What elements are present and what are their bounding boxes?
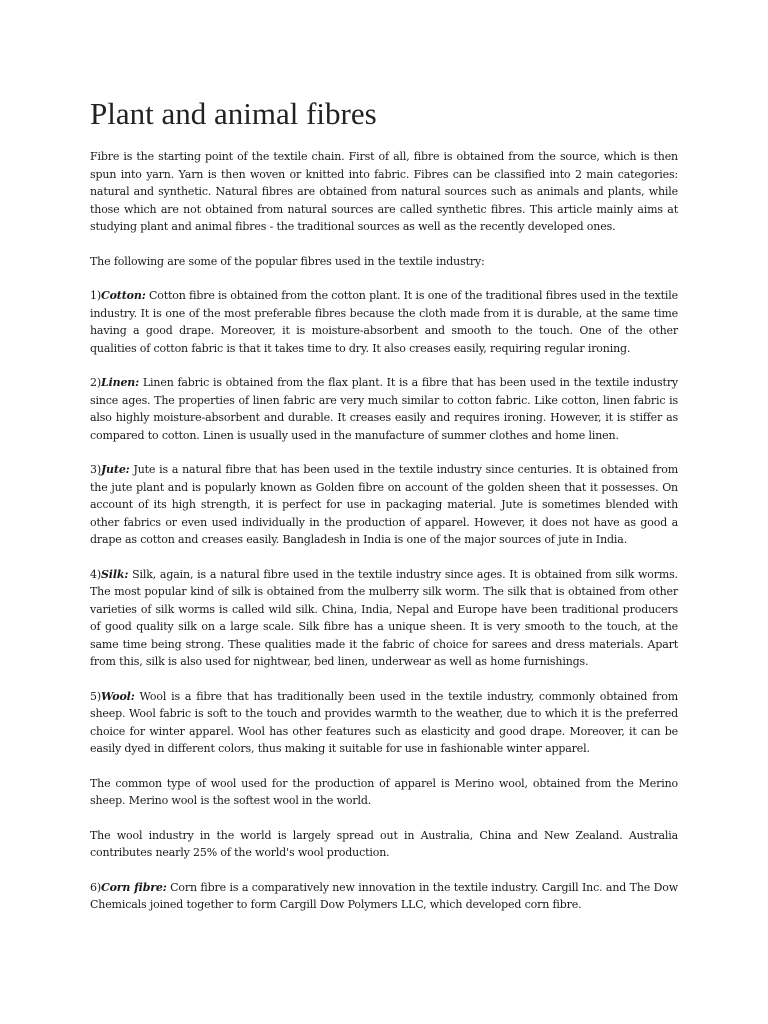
corn-text: Corn fibre is a comparatively new innovation in the textile industry. Cargill Inc. and The Dow Chemicals joined together to form Cargill Dow Polymers LLC, which developed corn fibre. — [90, 880, 678, 911]
cotton-term: Cotton: — [101, 289, 146, 302]
corn-number: 6) — [90, 880, 101, 894]
wool-industry-paragraph: The wool industry in the world is largely spread out in Australia, China and New Zealand. Australia contributes nearly 25% of the world's wool production. — [90, 828, 678, 859]
merino-paragraph: The common type of wool used for the production of apparel is Merino wool, obtained from the Merino sheep. Merino wool is the softest wool in the world. — [90, 776, 678, 807]
wool-number: 5) — [90, 689, 101, 703]
jute-number: 3) — [90, 463, 101, 476]
cotton-number: 1) — [90, 289, 101, 302]
page-title: Plant and animal fibres — [90, 96, 377, 131]
silk-term: Silk: — [101, 567, 129, 581]
intro-paragraph: Fibre is the starting point of the textile chain. First of all, fibre is obtained from the source, which is then spun into yarn. Yarn is then woven or knitted into fabric. Fibres can be classified into 2 main categories: natural and synthetic. Natural fibres are obtained from natural sources such as animals and plants, while those which are not obtained from natural sources are called synthetic fibres. This article mainly aims at studying plant and animal fibres - the traditional sources as well as the recently developed ones. — [90, 150, 678, 233]
linen-paragraph — [90, 374, 678, 444]
silk-number: 4) — [90, 567, 101, 581]
silk-text: Silk, again, is a natural fibre used in the textile industry since ages. It is obtained from silk worms. The most popular kind of silk is obtained from the mulberry silk worm. The silk that is obtained from other varieties of silk worms is called wild silk. China, India, Nepal and Europe have been traditional producers of good quality silk on a large scale. Silk fibre has a unique sheen. It is very smooth to the touch, at the same time being strong. These qualities made it the fabric of choice for sarees and dress materials. Apart from this, silk is also used for nightwear, bed linen, underwear as well as home furnishings. — [90, 567, 678, 668]
corn-paragraph — [90, 879, 678, 914]
wool-paragraph — [90, 688, 678, 758]
jute-text: Jute is a natural fibre that has been used in the textile industry since centuries. It is obtained from the jute plant and is popularly known as Golden fibre on account of the golden sheen that it possesses. On account of its high strength, it is perfect for use in packaging material. Jute is sometimes blended with other fabrics or even used individually in the production of apparel. However, it does not have as good a drape as cotton and creases easily. Bangladesh in India is one of the major sources of jute in India. — [90, 463, 678, 546]
linen-term: Linen: — [101, 376, 140, 389]
wool-text: Wool is a fibre that has traditionally been used in the textile industry, commonly obtained from sheep. Wool fabric is soft to the touch and provides warmth to the weather, due to which it is the preferred choice for winter apparel. Wool has other features such as elasticity and good drape. Moreover, it can be easily dyed in different colors, thus making it suitable for use in fashionable winter apparel. — [90, 689, 678, 755]
corn-term: Corn fibre: — [101, 880, 167, 894]
cotton-paragraph — [90, 287, 678, 357]
jute-term: Jute: — [101, 463, 130, 476]
wool-term: Wool: — [101, 689, 135, 703]
linen-number: 2) — [90, 376, 101, 389]
cotton-text: Cotton fibre is obtained from the cotton plant. It is one of the traditional fibres used in the textile industry. It is one of the most preferable fibres because the cloth made from it is durable, at the same time having a good drape. Moreover, it is moisture-absorbent and smooth to the touch. One of the other qualities of cotton fabric is that it takes time to dry. It also creases easily, requiring regular ironing. — [90, 289, 678, 355]
linen-text: Linen fabric is obtained from the flax plant. It is a fibre that has been used in the textile industry since ages. The properties of linen fabric are very much similar to cotton fabric. Like cotton, linen fabric is also highly moisture-absorbent and durable. It creases easily and requires ironing. However, it is stiffer as compared to cotton. Linen is usually used in the manufacture of summer clothes and home linen. — [90, 376, 678, 442]
following-paragraph: The following are some of the popular fibres used in the textile industry: — [90, 254, 485, 268]
silk-paragraph — [90, 566, 678, 671]
jute-paragraph — [90, 461, 678, 549]
